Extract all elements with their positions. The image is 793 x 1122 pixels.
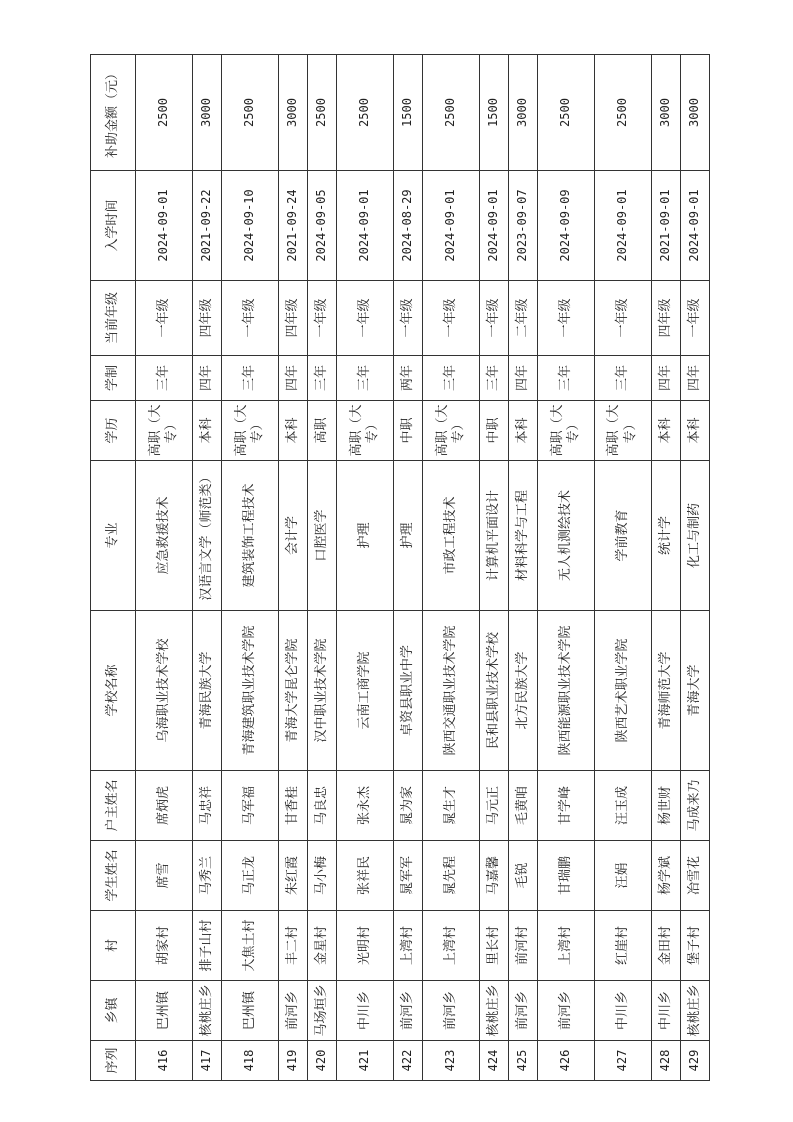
table-cell: 2024-09-01 <box>337 171 394 281</box>
table-cell: 二年级 <box>508 281 537 356</box>
table-cell: 四年 <box>508 356 537 401</box>
table-cell: 三年 <box>337 356 394 401</box>
table-cell: 席炳虎 <box>136 771 193 841</box>
table-cell: 中川乡 <box>651 981 680 1041</box>
table-cell: 晁先程 <box>422 841 479 911</box>
table-cell: 四年级 <box>192 281 221 356</box>
table-cell: 核桃庄乡 <box>680 981 709 1041</box>
table-row <box>221 55 278 1081</box>
column-header: 学制 <box>91 356 136 401</box>
table-body <box>136 55 710 1081</box>
table-cell: 高职（大专） <box>221 401 278 461</box>
table-cell: 425 <box>508 1041 537 1081</box>
table-cell: 材料科学与工程 <box>508 461 537 611</box>
table-row <box>651 55 680 1081</box>
table-row <box>680 55 709 1081</box>
table-cell: 2024-08-29 <box>393 171 422 281</box>
column-header: 当前年级 <box>91 281 136 356</box>
table-cell: 甘学峰 <box>538 771 595 841</box>
table-cell: 420 <box>307 1041 336 1081</box>
table-cell: 青海民族大学 <box>192 611 221 771</box>
table-cell: 2500 <box>337 55 394 171</box>
table-cell: 马成来乃 <box>680 771 709 841</box>
column-header: 序列 <box>91 1041 136 1081</box>
table-cell: 2024-09-01 <box>422 171 479 281</box>
table-cell: 高职（大专） <box>538 401 595 461</box>
table-cell: 3000 <box>192 55 221 171</box>
table-cell: 3000 <box>278 55 307 171</box>
table-row <box>307 55 336 1081</box>
table-cell: 卓资县职业中学 <box>393 611 422 771</box>
table-cell: 一年级 <box>538 281 595 356</box>
table-cell: 2024-09-10 <box>221 171 278 281</box>
column-header: 村 <box>91 911 136 981</box>
table-row <box>136 55 193 1081</box>
table-row <box>538 55 595 1081</box>
table-cell: 416 <box>136 1041 193 1081</box>
table-row <box>393 55 422 1081</box>
table-cell: 高职（大专） <box>136 401 193 461</box>
table-cell: 高职（大专） <box>594 401 651 461</box>
table-cell: 3000 <box>680 55 709 171</box>
table-cell: 一年级 <box>594 281 651 356</box>
table-cell: 陕西艺术职业学院 <box>594 611 651 771</box>
table-cell: 2024-09-01 <box>594 171 651 281</box>
table-cell: 1500 <box>393 55 422 171</box>
table-cell: 计算机平面设计 <box>479 461 508 611</box>
column-header: 入学时间 <box>91 171 136 281</box>
table-cell: 张祥民 <box>337 841 394 911</box>
table-cell: 2500 <box>594 55 651 171</box>
table-cell: 杨世财 <box>651 771 680 841</box>
table-cell: 本科 <box>508 401 537 461</box>
table-cell: 朱红霞 <box>278 841 307 911</box>
table-cell: 马场垣乡 <box>307 981 336 1041</box>
table-cell: 毛黄咱 <box>508 771 537 841</box>
table-cell: 三年 <box>594 356 651 401</box>
subsidy-table <box>90 54 710 1081</box>
table-cell: 一年级 <box>136 281 193 356</box>
table-cell: 四年 <box>680 356 709 401</box>
table-cell: 北方民族大学 <box>508 611 537 771</box>
table-cell: 一年级 <box>422 281 479 356</box>
table-cell: 高职（大专） <box>422 401 479 461</box>
table-cell: 市政工程技术 <box>422 461 479 611</box>
table-cell: 本科 <box>680 401 709 461</box>
table-cell: 423 <box>422 1041 479 1081</box>
table-cell: 金田村 <box>651 911 680 981</box>
table-cell: 前河乡 <box>538 981 595 1041</box>
table-row <box>422 55 479 1081</box>
table-cell: 三年 <box>307 356 336 401</box>
table-cell: 2021-09-24 <box>278 171 307 281</box>
column-header: 学校名称 <box>91 611 136 771</box>
table-cell: 护理 <box>393 461 422 611</box>
table-cell: 前河村 <box>508 911 537 981</box>
table-cell: 两年 <box>393 356 422 401</box>
table-cell: 418 <box>221 1041 278 1081</box>
table-cell: 2500 <box>136 55 193 171</box>
table-cell: 汪玉成 <box>594 771 651 841</box>
table-cell: 排子山村 <box>192 911 221 981</box>
table-cell: 金星村 <box>307 911 336 981</box>
table-row <box>594 55 651 1081</box>
table-cell: 化工与制药 <box>680 461 709 611</box>
table-cell: 无人机测绘技术 <box>538 461 595 611</box>
table-cell: 中川乡 <box>594 981 651 1041</box>
table-cell: 四年级 <box>651 281 680 356</box>
table-cell: 甘香桂 <box>278 771 307 841</box>
table-cell: 统计学 <box>651 461 680 611</box>
table-cell: 前河乡 <box>393 981 422 1041</box>
table-cell: 428 <box>651 1041 680 1081</box>
table-cell: 毛锐 <box>508 841 537 911</box>
table-cell: 426 <box>538 1041 595 1081</box>
table-cell: 陕西交通职业技术学院 <box>422 611 479 771</box>
table-cell: 晁军军 <box>393 841 422 911</box>
table-cell: 2500 <box>307 55 336 171</box>
column-header: 专业 <box>91 461 136 611</box>
table-cell: 光明村 <box>337 911 394 981</box>
table-cell: 青海大学 <box>680 611 709 771</box>
table-cell: 核桃庄乡 <box>192 981 221 1041</box>
table-cell: 青海大学昆仑学院 <box>278 611 307 771</box>
table-cell: 张永杰 <box>337 771 394 841</box>
table-cell: 一年级 <box>221 281 278 356</box>
table-cell: 3000 <box>508 55 537 171</box>
table-cell: 大焦土村 <box>221 911 278 981</box>
table-cell: 会计学 <box>278 461 307 611</box>
table-cell: 中川乡 <box>337 981 394 1041</box>
table-row <box>337 55 394 1081</box>
table-cell: 堡子村 <box>680 911 709 981</box>
table-cell: 427 <box>594 1041 651 1081</box>
table-cell: 1500 <box>479 55 508 171</box>
table-cell: 护理 <box>337 461 394 611</box>
table-cell: 青海师范大学 <box>651 611 680 771</box>
table-cell: 胡家村 <box>136 911 193 981</box>
table-row <box>278 55 307 1081</box>
table-header-row <box>91 55 136 1081</box>
table-cell: 四年 <box>192 356 221 401</box>
table-cell: 2024-09-01 <box>680 171 709 281</box>
table-cell: 汉中职业技术学院 <box>307 611 336 771</box>
table-cell: 三年 <box>136 356 193 401</box>
table-cell: 高职 <box>307 401 336 461</box>
table-cell: 2024-09-05 <box>307 171 336 281</box>
table-cell: 2021-09-01 <box>651 171 680 281</box>
table-cell: 一年级 <box>337 281 394 356</box>
table-cell: 本科 <box>192 401 221 461</box>
table-cell: 本科 <box>278 401 307 461</box>
table-cell: 一年级 <box>680 281 709 356</box>
table-cell: 424 <box>479 1041 508 1081</box>
table-cell: 巴州镇 <box>221 981 278 1041</box>
table-cell: 里长村 <box>479 911 508 981</box>
table-cell: 建筑装饰工程技术 <box>221 461 278 611</box>
table-cell: 应急救援技术 <box>136 461 193 611</box>
column-header: 学历 <box>91 401 136 461</box>
table-cell: 核桃庄乡 <box>479 981 508 1041</box>
table-cell: 马秀兰 <box>192 841 221 911</box>
table-cell: 419 <box>278 1041 307 1081</box>
table-cell: 汉语言文学（师范类） <box>192 461 221 611</box>
table-cell: 云南工商学院 <box>337 611 394 771</box>
table-cell: 2500 <box>422 55 479 171</box>
table-cell: 中职 <box>479 401 508 461</box>
table-cell: 马元正 <box>479 771 508 841</box>
table-cell: 陕西能源职业技术学院 <box>538 611 595 771</box>
table-cell: 巴州镇 <box>136 981 193 1041</box>
table-cell: 3000 <box>651 55 680 171</box>
table-cell: 三年 <box>422 356 479 401</box>
table-cell: 汪娟 <box>594 841 651 911</box>
table-cell: 422 <box>393 1041 422 1081</box>
table-sheet <box>90 55 710 1081</box>
column-header: 户主姓名 <box>91 771 136 841</box>
table-cell: 中职 <box>393 401 422 461</box>
table-cell: 2021-09-22 <box>192 171 221 281</box>
table-cell: 马嘉馨 <box>479 841 508 911</box>
table-cell: 前河乡 <box>278 981 307 1041</box>
table-cell: 红崖村 <box>594 911 651 981</box>
column-header: 乡镇 <box>91 981 136 1041</box>
table-cell: 丰二村 <box>278 911 307 981</box>
table-cell: 马忠祥 <box>192 771 221 841</box>
table-cell: 前河乡 <box>508 981 537 1041</box>
table-cell: 口腔医学 <box>307 461 336 611</box>
table-cell: 2024-09-01 <box>479 171 508 281</box>
table-cell: 417 <box>192 1041 221 1081</box>
table-row <box>479 55 508 1081</box>
table-cell: 高职（大专） <box>337 401 394 461</box>
table-cell: 马良忠 <box>307 771 336 841</box>
table-cell: 晁为家 <box>393 771 422 841</box>
table-cell: 民和县职业技术学校 <box>479 611 508 771</box>
table-cell: 三年 <box>479 356 508 401</box>
table-cell: 马正龙 <box>221 841 278 911</box>
table-cell: 2500 <box>221 55 278 171</box>
table-cell: 上湾村 <box>422 911 479 981</box>
table-cell: 上湾村 <box>393 911 422 981</box>
table-cell: 前河乡 <box>422 981 479 1041</box>
table-row <box>192 55 221 1081</box>
table-cell: 马小梅 <box>307 841 336 911</box>
table-cell: 席雪 <box>136 841 193 911</box>
table-cell: 2500 <box>538 55 595 171</box>
table-cell: 一年级 <box>307 281 336 356</box>
table-cell: 三年 <box>221 356 278 401</box>
table-cell: 马军福 <box>221 771 278 841</box>
table-cell: 乌海职业技术学校 <box>136 611 193 771</box>
column-header: 补助金额（元） <box>91 55 136 171</box>
table-cell: 学前教育 <box>594 461 651 611</box>
table-cell: 2023-09-07 <box>508 171 537 281</box>
table-cell: 一年级 <box>393 281 422 356</box>
table-cell: 四年 <box>278 356 307 401</box>
table-cell: 本科 <box>651 401 680 461</box>
table-cell: 上湾村 <box>538 911 595 981</box>
table-cell: 冶雪花 <box>680 841 709 911</box>
table-cell: 421 <box>337 1041 394 1081</box>
column-header: 学生姓名 <box>91 841 136 911</box>
table-cell: 四年级 <box>278 281 307 356</box>
table-cell: 三年 <box>538 356 595 401</box>
table-cell: 429 <box>680 1041 709 1081</box>
table-cell: 2024-09-09 <box>538 171 595 281</box>
table-cell: 2024-09-01 <box>136 171 193 281</box>
table-row <box>508 55 537 1081</box>
table-cell: 甘瑞鹏 <box>538 841 595 911</box>
table-cell: 杨学斌 <box>651 841 680 911</box>
table-cell: 青海建筑职业技术学院 <box>221 611 278 771</box>
table-cell: 晁生才 <box>422 771 479 841</box>
table-cell: 一年级 <box>479 281 508 356</box>
table-cell: 四年 <box>651 356 680 401</box>
